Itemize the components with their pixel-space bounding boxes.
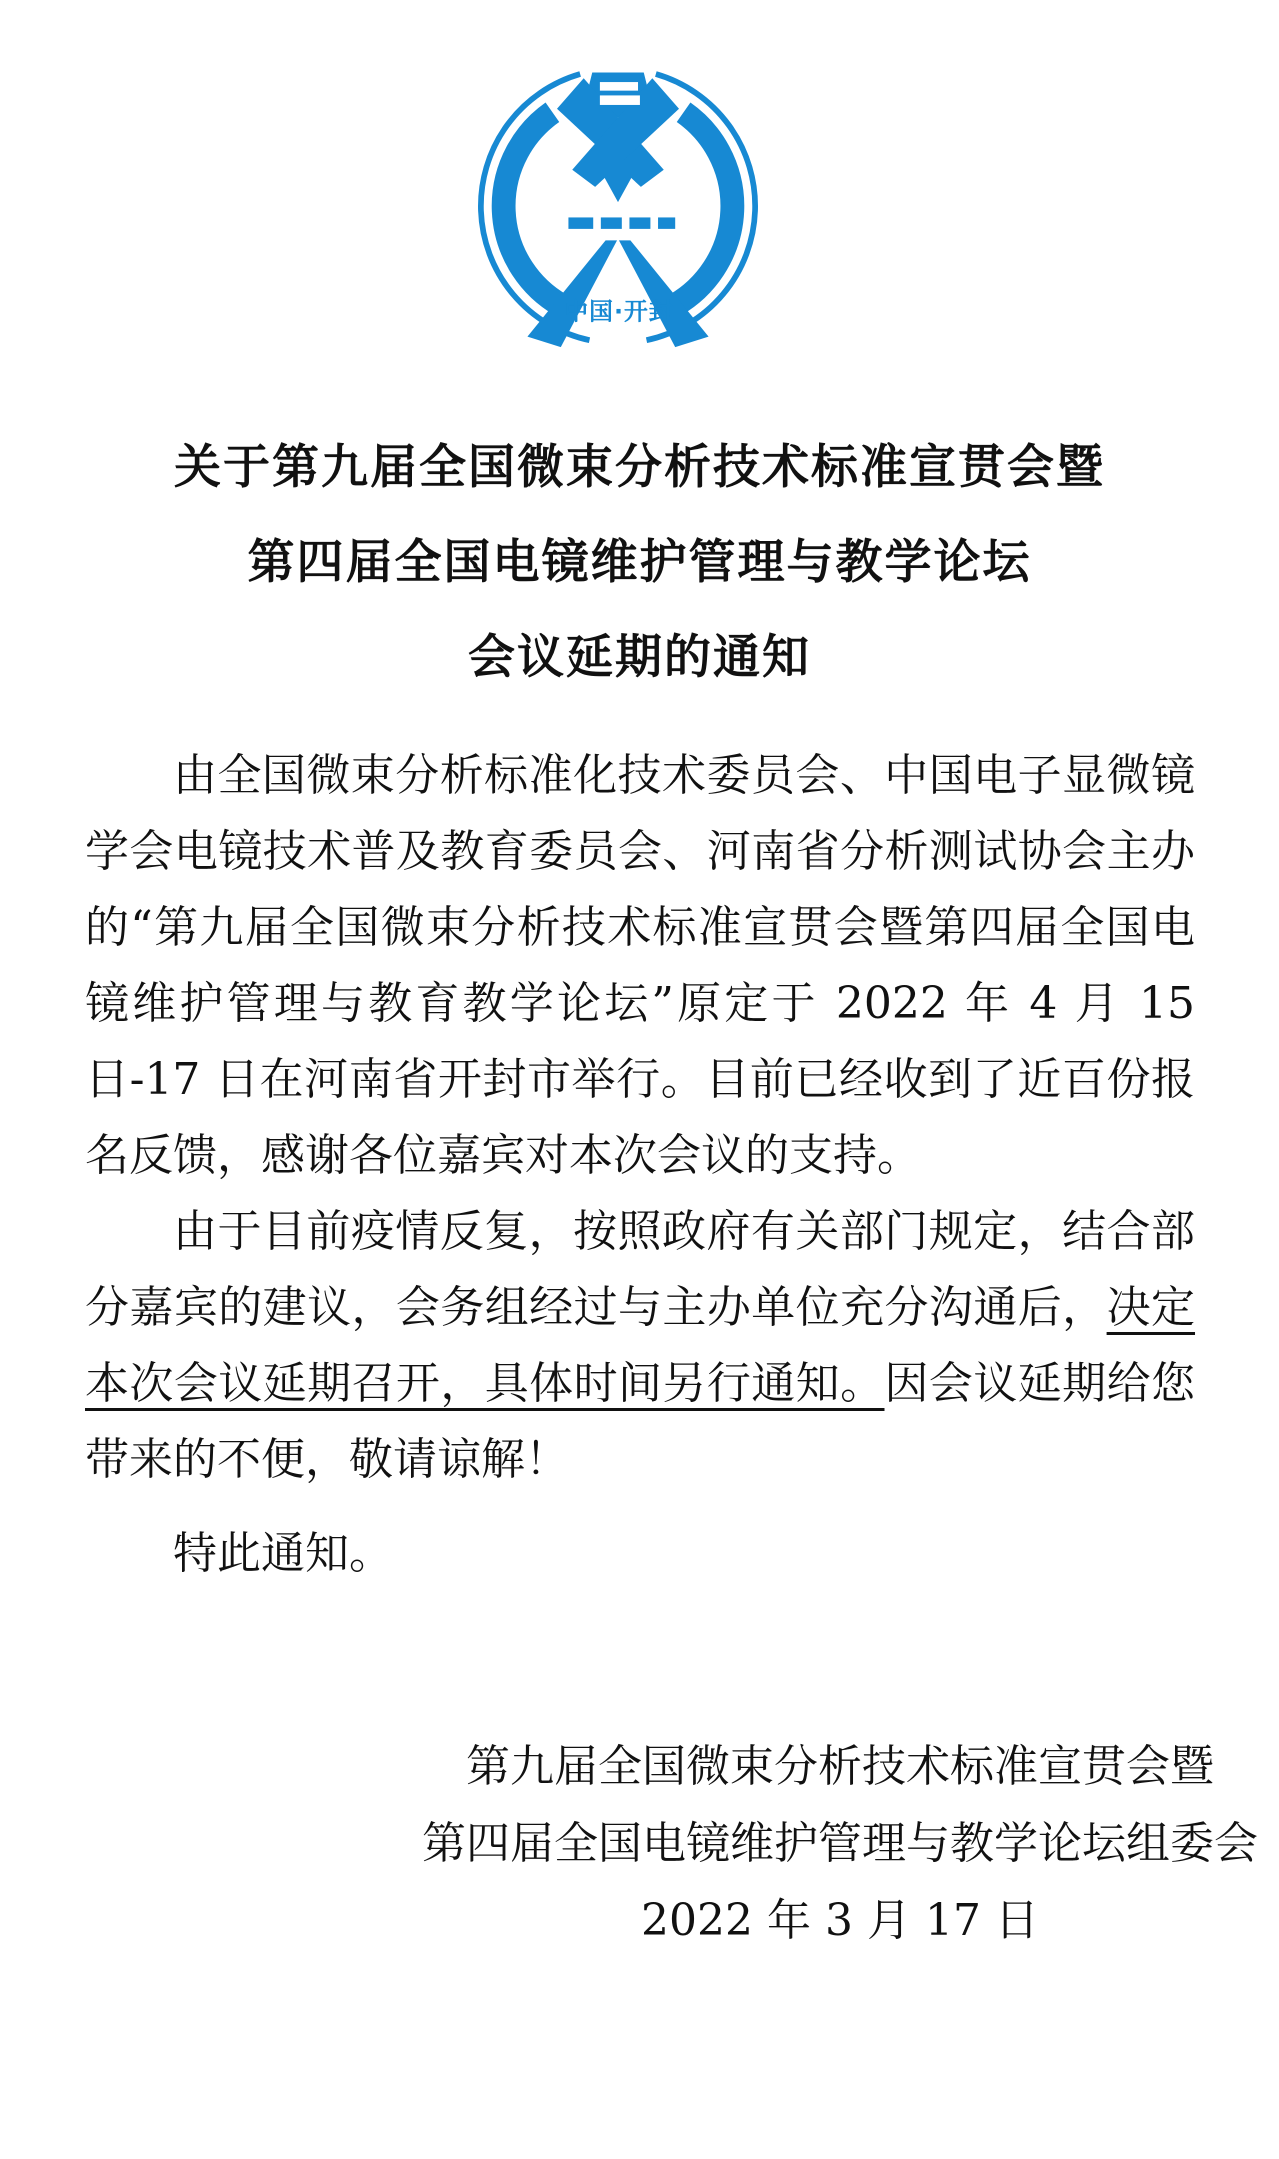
signature-line-2: 第四届全国电镜维护管理与教学论坛组委会 [422,1818,1258,1869]
paragraph-hereby-notice: 特此通知。 [173,1528,393,1579]
paragraph-organizers: 由全国微束分析标准化技术委员会、中国电子显微镜学会电镜技术普及教育委员会、河南省分析测试协会主办的“第九届全国微束分析技术标准宣贯会暨第四届全国电镜维护管理与教育教学论坛”原定于 2022 年 4 月 15 日-17 日在河南省开封市举行。目前已经收到了近百份报名反馈，感谢各位嘉宾对本次会议的支持。 [85,750,1195,1181]
logo-caption: 中国·开封 [564,297,674,326]
title-line-1: 关于第九届全国微束分析技术标准宣贯会暨 [174,440,1105,495]
postponement-apology-text: 因会议延期给您带来的不便，敬请谅解！ [85,1358,1195,1485]
signature-line-1: 第九届全国微束分析技术标准宣贯会暨 [466,1741,1214,1792]
postponement-underlined-text: 决定本次会议延期召开，具体时间另行通知。 [85,1282,1196,1409]
paragraph-postponement [85,1194,1195,1498]
signature-date: 2022 年 3 月 17 日 [641,1895,1039,1946]
notice-body [85,738,1195,1592]
kaifeng-emblem-icon [475,62,761,350]
title-line-3: 会议延期的通知 [468,630,811,685]
title-line-2: 第四届全国电镜维护管理与教学论坛 [247,535,1032,590]
notice-title [0,420,1279,705]
kaifeng-conference-logo [475,62,761,350]
signature-block [400,1728,1279,1959]
postponement-lead-text: 由于目前疫情反复，按照政府有关部门规定，结合部分嘉宾的建议，会务组经过与主办单位充分沟通后， [85,1206,1195,1333]
